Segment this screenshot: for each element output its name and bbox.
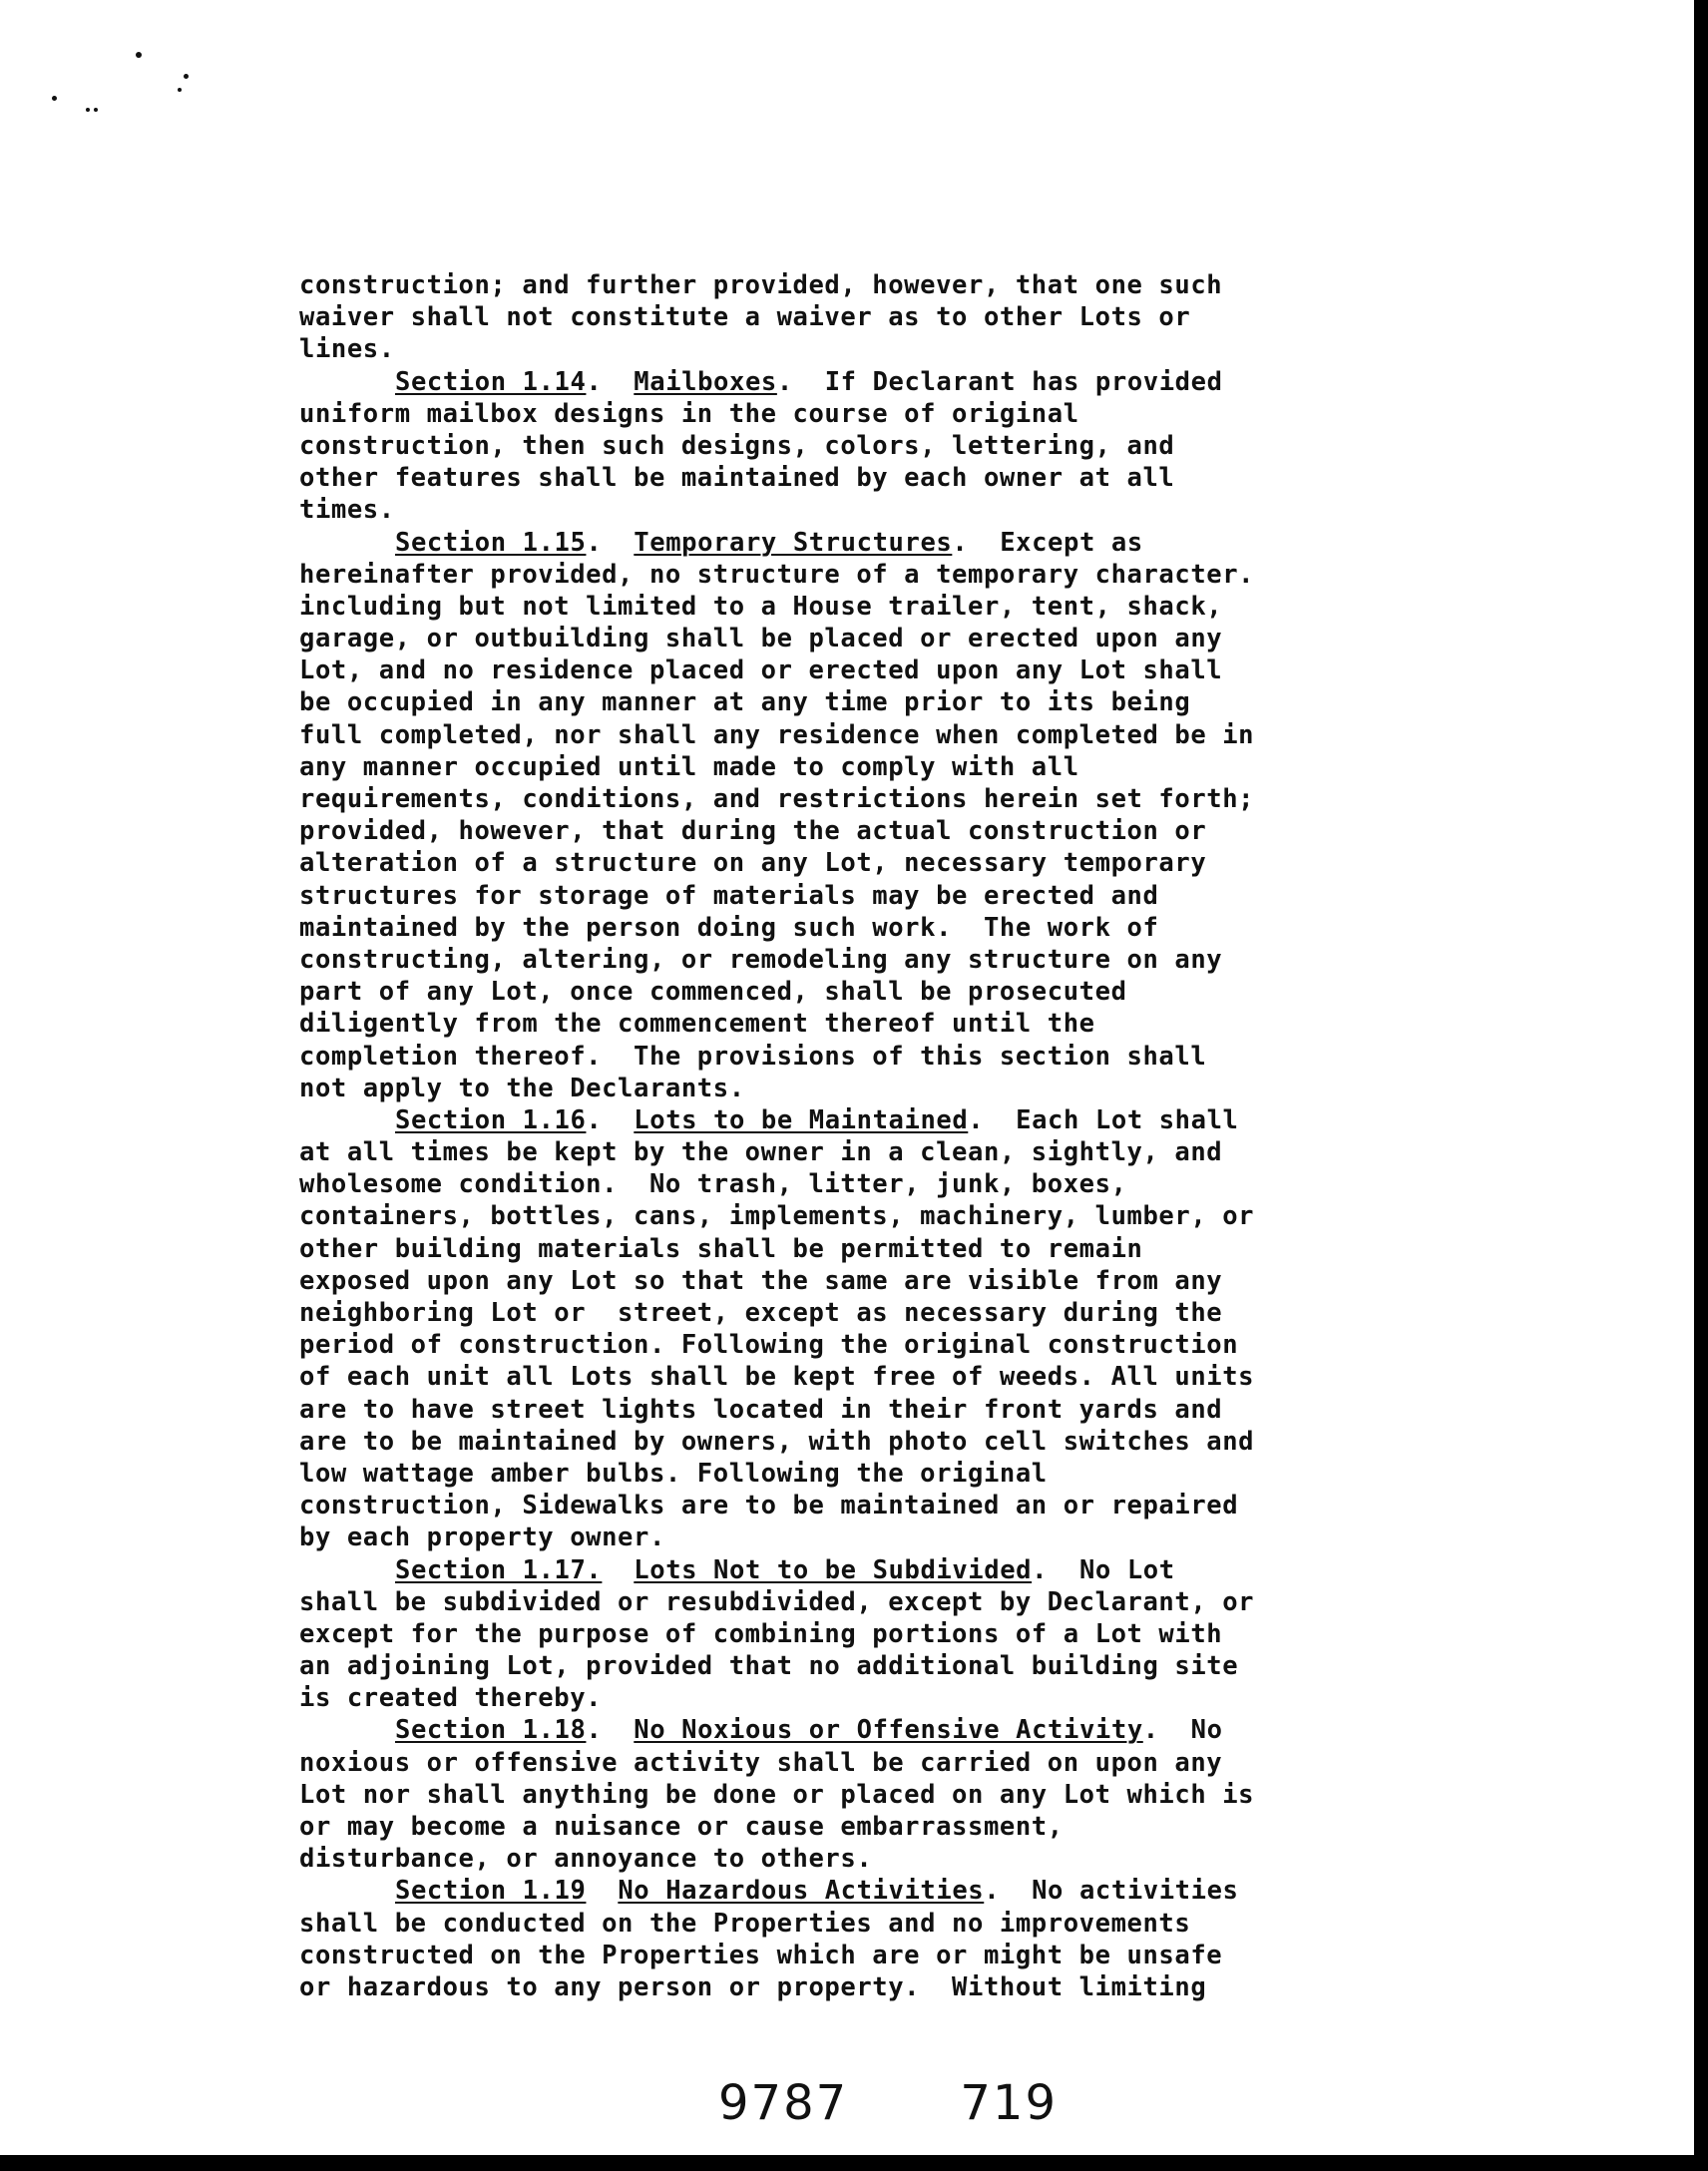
- section-title: Mailboxes: [634, 366, 777, 397]
- page-number-right: 719: [960, 2075, 1058, 2131]
- section-paragraph: [299, 366, 1496, 527]
- text-line: except for the purpose of combining portions of a Lot with: [299, 1618, 1223, 1649]
- text-line: part of any Lot, once commenced, shall be prosecuted: [299, 977, 1127, 1008]
- text-line: low wattage amber bulbs. Following the original: [299, 1458, 1048, 1489]
- text-line: Lot, and no residence placed or erected upon any Lot shall: [299, 655, 1223, 686]
- text-line: by each property owner.: [299, 1522, 665, 1553]
- section-title: Lots to be Maintained: [634, 1104, 969, 1135]
- text-line: completion thereof. The provisions of this section shall: [299, 1041, 1207, 1072]
- scan-speck: [86, 108, 90, 112]
- text-line: construction; and further provided, however, that one such: [299, 270, 1223, 300]
- text-line: times.: [299, 495, 395, 526]
- text-line: uniform mailbox designs in the course of original: [299, 398, 1079, 429]
- text-line: exposed upon any Lot so that the same are visible from any: [299, 1265, 1223, 1296]
- text-line: provided, however, that during the actual construction or: [299, 816, 1207, 847]
- section-heading-text: . No: [1142, 1715, 1223, 1746]
- scan-speck: [94, 108, 98, 112]
- section-separator: .: [586, 1715, 635, 1746]
- section-separator: [586, 1876, 618, 1906]
- scan-speck: [136, 52, 142, 58]
- text-line: period of construction. Following the original construction: [299, 1330, 1239, 1361]
- section-number: Section 1.17.: [395, 1554, 603, 1585]
- text-line: wholesome condition. No trash, litter, junk, boxes,: [299, 1169, 1127, 1200]
- section-separator: .: [586, 366, 635, 397]
- text-line: full completed, nor shall any residence when completed be in: [299, 719, 1255, 750]
- text-line: structures for storage of materials may be erected and: [299, 880, 1159, 911]
- text-line: garage, or outbuilding shall be placed or erected upon any: [299, 624, 1223, 654]
- page-number: [718, 2075, 1058, 2131]
- section-heading-line: [299, 1714, 1496, 1746]
- scan-border-bottom: [0, 2155, 1708, 2171]
- text-line: including but not limited to a House trailer, tent, shack,: [299, 591, 1223, 622]
- text-line: hereinafter provided, no structure of a temporary character.: [299, 559, 1255, 590]
- text-line: requirements, conditions, and restrictions herein set forth;: [299, 784, 1255, 814]
- section-title: Lots Not to be Subdivided: [634, 1554, 1033, 1585]
- section-paragraph: [299, 1104, 1496, 1554]
- text-line: waiver shall not constitute a waiver as to other Lots or: [299, 302, 1191, 333]
- text-line: containers, bottles, cans, implements, machinery, lumber, or: [299, 1201, 1255, 1232]
- page-number-left: 9787: [718, 2075, 849, 2131]
- section-heading-line: [299, 527, 1496, 559]
- text-line: are to have street lights located in their front yards and: [299, 1394, 1223, 1425]
- section-number: Section 1.19: [395, 1876, 587, 1907]
- text-line: alteration of a structure on any Lot, necessary temporary: [299, 848, 1207, 879]
- text-line: any manner occupied until made to comply with all: [299, 751, 1079, 782]
- section-separator: .: [586, 1104, 635, 1135]
- section-paragraph: [299, 1554, 1496, 1715]
- section-number: Section 1.14: [395, 366, 587, 397]
- text-line: lines.: [299, 334, 395, 365]
- section-number: Section 1.18: [395, 1715, 587, 1746]
- text-line: shall be conducted on the Properties and no improvements: [299, 1908, 1191, 1939]
- text-line: constructing, altering, or remodeling any structure on any: [299, 944, 1223, 975]
- section-number: Section 1.15: [395, 527, 587, 558]
- text-line: shall be subdivided or resubdivided, except by Declarant, or: [299, 1586, 1255, 1617]
- document-body: [299, 269, 1496, 2003]
- section-separator: .: [586, 527, 635, 558]
- text-line: other building materials shall be permitted to remain: [299, 1233, 1143, 1264]
- text-line: noxious or offensive activity shall be carried on upon any: [299, 1747, 1223, 1778]
- section-heading-line: [299, 1104, 1496, 1136]
- text-line: not apply to the Declarants.: [299, 1073, 745, 1103]
- section-paragraph: [299, 1714, 1496, 1875]
- text-line: diligently from the commencement thereof until the: [299, 1009, 1095, 1040]
- text-line: is created thereby.: [299, 1683, 603, 1714]
- scan-speck: [52, 96, 57, 101]
- section-separator: [602, 1555, 634, 1585]
- section-title: No Hazardous Activities: [618, 1876, 985, 1907]
- text-line: Lot nor shall anything be done or placed on any Lot which is: [299, 1779, 1255, 1810]
- text-line: at all times be kept by the owner in a clean, sightly, and: [299, 1137, 1223, 1168]
- text-line: are to be maintained by owners, with photo cell switches and: [299, 1426, 1255, 1457]
- text-line: of each unit all Lots shall be kept free of weeds. All units: [299, 1362, 1255, 1393]
- text-line: neighboring Lot or street, except as necessary during the: [299, 1298, 1223, 1328]
- text-line: an adjoining Lot, provided that no additional building site: [299, 1651, 1239, 1682]
- section-heading-line: [299, 1554, 1496, 1586]
- section-heading-line: [299, 1875, 1496, 1907]
- section-paragraph: [299, 527, 1496, 1104]
- intro-paragraph: [299, 269, 1496, 366]
- text-line: be occupied in any manner at any time prior to its being: [299, 687, 1191, 718]
- text-line: or hazardous to any person or property. Without limiting: [299, 1971, 1207, 2002]
- scan-speck: [184, 74, 189, 79]
- section-heading-text: . If Declarant has provided: [776, 366, 1223, 397]
- section-paragraph: [299, 1875, 1496, 2003]
- section-heading-text: . Each Lot shall: [968, 1104, 1239, 1135]
- text-line: construction, Sidewalks are to be maintained an or repaired: [299, 1491, 1239, 1521]
- section-heading-line: [299, 366, 1496, 398]
- section-heading-text: . No Lot: [1032, 1554, 1175, 1585]
- text-line: disturbance, or annoyance to others.: [299, 1844, 873, 1875]
- scan-speck: [178, 88, 182, 92]
- text-line: constructed on the Properties which are or might be unsafe: [299, 1940, 1223, 1970]
- section-heading-text: . No activities: [984, 1876, 1239, 1907]
- text-line: construction, then such designs, colors, lettering, and: [299, 430, 1175, 461]
- scan-border-right: [1694, 0, 1708, 2171]
- text-line: other features shall be maintained by each owner at all: [299, 463, 1175, 494]
- text-line: maintained by the person doing such work. The work of: [299, 912, 1159, 943]
- section-heading-text: . Except as: [952, 527, 1143, 558]
- section-number: Section 1.16: [395, 1104, 587, 1135]
- section-title: Temporary Structures: [634, 527, 953, 558]
- text-line: or may become a nuisance or cause embarrassment,: [299, 1812, 1064, 1842]
- sections-container: [299, 366, 1496, 2004]
- section-title: No Noxious or Offensive Activity: [634, 1715, 1143, 1746]
